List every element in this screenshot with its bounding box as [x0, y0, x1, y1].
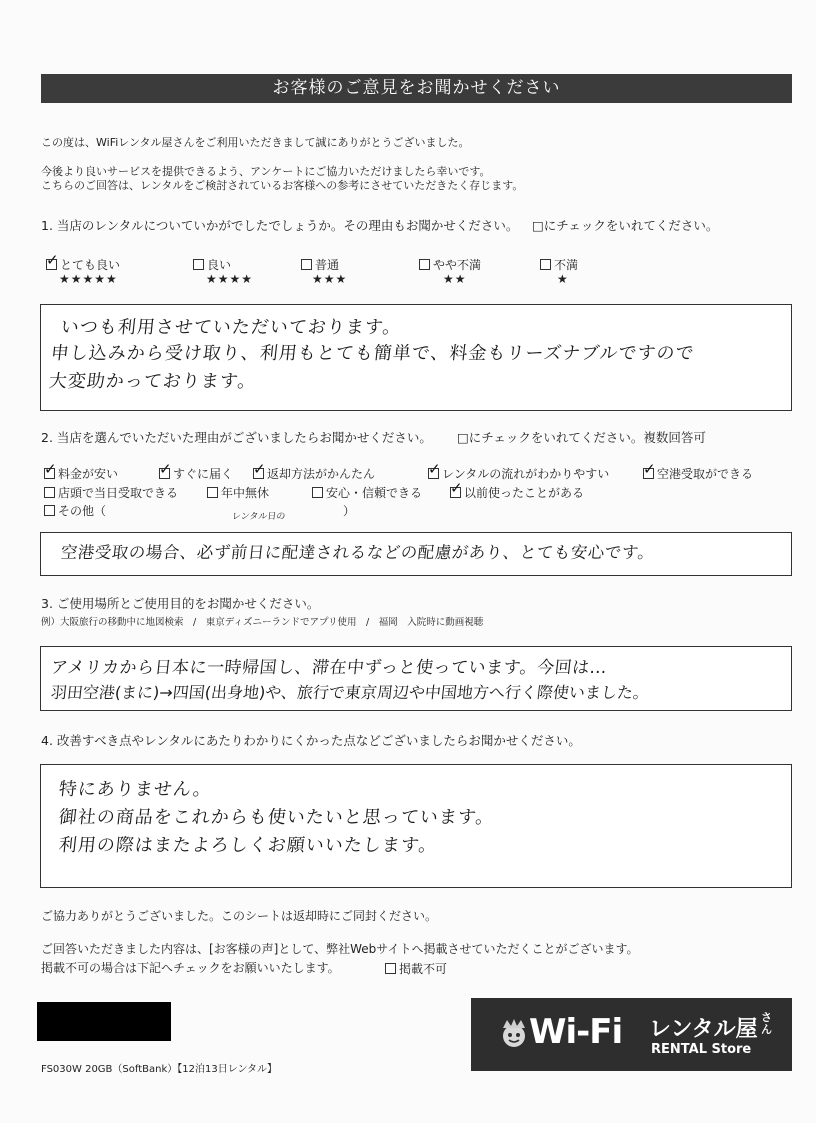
q1-stars-5: ★★★★★: [59, 272, 118, 286]
q1-option-very-good[interactable]: ✓とても良い: [46, 256, 120, 273]
q1-stars-4: ★★★★: [206, 272, 254, 286]
q1-option-good[interactable]: 良い: [193, 256, 231, 273]
checkbox-checked-icon[interactable]: [643, 468, 654, 479]
q3-answer-box[interactable]: [40, 646, 792, 711]
q2-option-other[interactable]: その他（: [44, 502, 106, 519]
q4-question: 4. 改善すべき点やレンタルにあたりわかりにくかった点などございましたらお聞かせください。: [41, 733, 581, 748]
closing-publish-opt-out: 掲載不可の場合は下記へチェックをお願いいたします。: [41, 961, 340, 975]
checkbox-icon[interactable]: [419, 259, 430, 270]
q3-question: 3. ご使用場所とご使用目的をお聞かせください。: [41, 596, 320, 611]
q2-option-easy-return[interactable]: ✓ 返却方法がかんたん: [253, 465, 375, 482]
q4-answer-line-3: 利用の際はまたよろしくお願いいたします。: [57, 835, 439, 856]
intro-line-1: この度は、WiFiレンタル屋さんをご利用いただきまして誠にありがとうございました。: [41, 136, 470, 149]
logo-wifi-text: Wi-Fi: [529, 1012, 623, 1052]
q1-option-normal[interactable]: 普通: [301, 256, 339, 273]
q4-answer-line-1: 特にありません。: [57, 779, 214, 800]
mascot-icon: [497, 1018, 531, 1048]
logo-rental-text: レンタル屋: [649, 1017, 758, 1042]
no-publish-option[interactable]: 掲載不可: [385, 960, 447, 977]
q3-answer-line-1: アメリカから日本に一時帰国し、滞在中ずっと使っています。今回は…: [49, 658, 609, 678]
q2-other-close-paren: ）: [343, 504, 356, 518]
q1-stars-3: ★★★: [312, 272, 348, 286]
q2-answer-line: 空港受取の場合、必ず前日に配達されるなどの配慮があり、とても安心です。: [59, 543, 656, 562]
q2-option-fast-delivery[interactable]: ✓ すぐに届く: [159, 465, 233, 482]
q1-answer-box[interactable]: [40, 304, 792, 411]
q2-option-used-before[interactable]: ✓ 以前使ったことがある: [450, 484, 584, 501]
q1-question: 1. 当店のレンタルについていかがでしたでしょうか。その理由もお聞かせください。: [41, 218, 519, 233]
q1-stars-2: ★★: [443, 272, 467, 286]
q3-answer-line-2: 羽田空港(まに)→四国(出身地)や、旅行で東京周辺や中国地方へ行く際使いました。: [49, 683, 650, 702]
intro-line-3: こちらのご回答は、レンタルをご検討されているお客様への参考にさせていただきたく存じます。: [41, 179, 524, 192]
brand-logo: [471, 998, 792, 1071]
checkbox-checked-icon[interactable]: [159, 468, 170, 479]
checkbox-checked-icon[interactable]: [46, 259, 57, 270]
q2-option-trustworthy[interactable]: 安心・信頼できる: [312, 484, 422, 501]
checkbox-icon[interactable]: [385, 963, 396, 974]
q2-answer-box[interactable]: [40, 532, 792, 576]
q2-option-open-all-year[interactable]: 年中無休: [207, 484, 269, 501]
q4-answer-line-2: 御社の商品をこれからも使いたいと思っています。: [57, 807, 496, 828]
footer-product-code: FS030W 20GB（SoftBank）【12泊13日レンタル】: [41, 1064, 278, 1075]
q1-option-somewhat-unsatisfied[interactable]: やや不満: [419, 256, 481, 273]
logo-subtitle: RENTAL Store: [651, 1042, 752, 1057]
checkbox-icon[interactable]: [44, 505, 55, 516]
closing-thanks: ご協力ありがとうございました。このシートは返却時にご同封ください。: [41, 909, 438, 923]
q4-answer-box[interactable]: [40, 764, 792, 888]
checkbox-icon[interactable]: [540, 259, 551, 270]
checkbox-checked-icon[interactable]: [44, 468, 55, 479]
q1-answer-line-2: 申し込みから受け取り、利用もとても簡単で、料金もリーズナブルですので: [49, 343, 696, 364]
checkbox-icon[interactable]: [312, 487, 323, 498]
q2-option-same-day-store[interactable]: 店頭で当日受取できる: [44, 484, 178, 501]
q3-example: 例）大阪旅行の移動中に地図検索 / 東京ディズニーランドでアプリ使用 / 福岡 入院時に動画視聴: [41, 617, 484, 628]
q2-hint: □にチェックをいれてください。複数回答可: [457, 430, 706, 445]
logo-san-text: さん: [761, 1011, 772, 1036]
checkbox-icon[interactable]: [301, 259, 312, 270]
checkbox-checked-icon[interactable]: [253, 468, 264, 479]
q1-option-unsatisfied[interactable]: 不満: [540, 256, 578, 273]
intro-line-2: 今後より良いサービスを提供できるよう、アンケートにご協力いただけましたら幸いです。: [41, 165, 491, 178]
checkbox-checked-icon[interactable]: [428, 468, 439, 479]
q2-handwritten-annotation: レンタル日の: [231, 512, 286, 522]
page-title: お客様のご意見をお聞かせください: [41, 74, 792, 103]
q1-stars-1: ★: [557, 272, 569, 286]
q1-answer-line-3: 大変助かっております。: [47, 371, 258, 392]
q2-option-airport-pickup[interactable]: ✓ 空港受取ができる: [643, 465, 753, 482]
q2-question: 2. 当店を選んでいただいた理由がございましたらお聞かせください。: [41, 430, 432, 445]
q2-option-easy-flow[interactable]: ✓ レンタルの流れがわかりやすい: [428, 465, 609, 482]
checkbox-icon[interactable]: [193, 259, 204, 270]
checkbox-icon[interactable]: [207, 487, 218, 498]
q1-hint: □にチェックをいれてください。: [532, 218, 719, 233]
redacted-block: [37, 1002, 171, 1041]
closing-publish-notice: ご回答いただきました内容は、[お客様の声]として、弊社Webサイトへ掲載させていただくことがございます。: [41, 942, 639, 956]
checkbox-icon[interactable]: [44, 487, 55, 498]
q1-answer-line-1: いつも利用させていただいております。: [59, 317, 403, 338]
q2-option-cheap[interactable]: ✓料金が安い: [44, 465, 118, 482]
checkbox-checked-icon[interactable]: [450, 487, 461, 498]
